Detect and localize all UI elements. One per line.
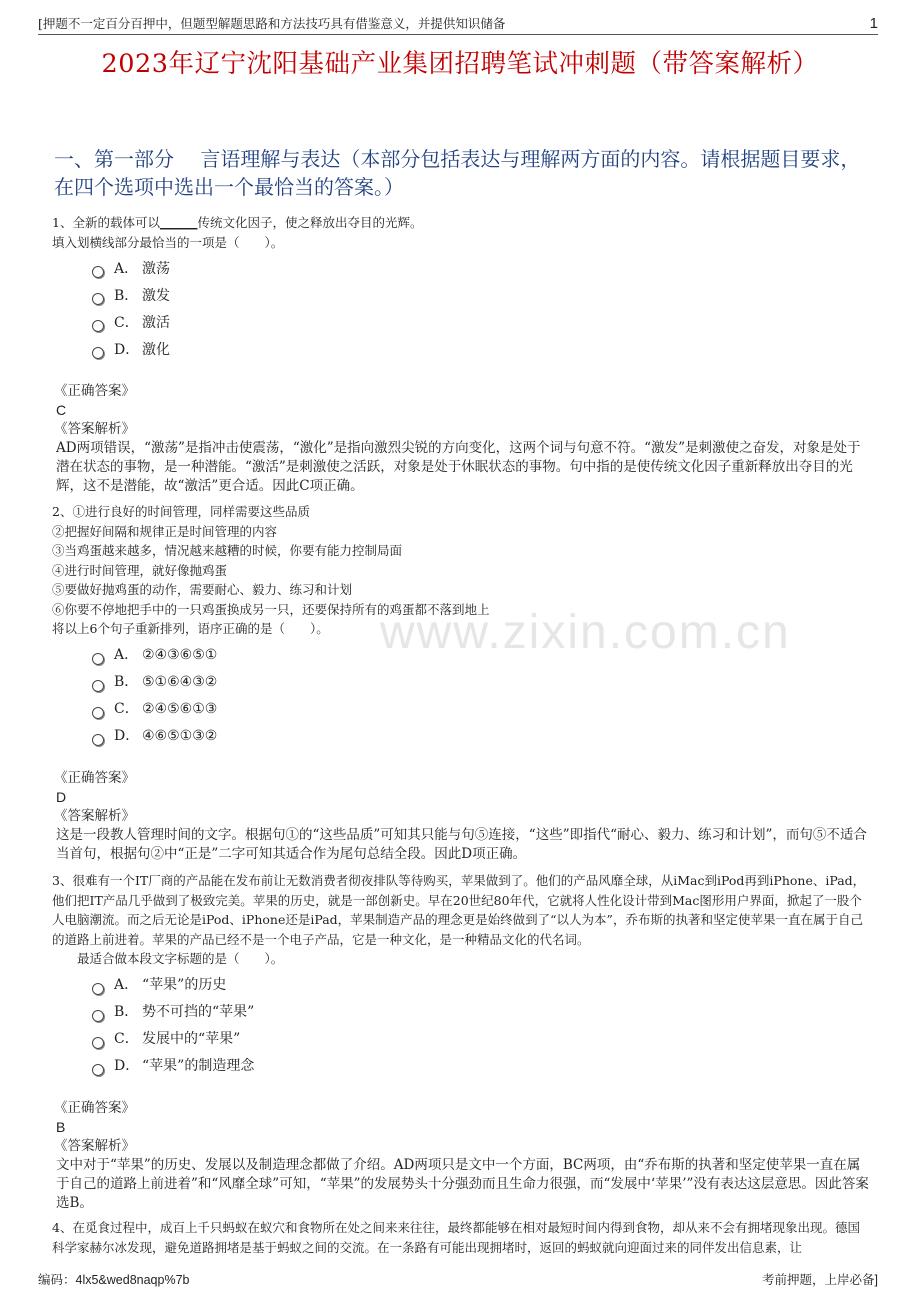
question-1	[52, 213, 872, 496]
question-4	[52, 1218, 872, 1257]
radio-icon[interactable]	[92, 707, 104, 719]
radio-icon[interactable]	[92, 983, 104, 995]
answer-value: C	[56, 402, 67, 418]
analysis-text: 文中对于“苹果”的历史、发展以及制造理念都做了介绍。AD两项只是文中一个方面，BC两项，由“乔布斯的执著和坚定使苹果一直在属于自己的道路上前进着”和“风靡全球”可知，“苹果”的发展势头十分强劲而且生命力很强，而“发展中‘苹果’”没有表达这层意思。因此答案选B。	[56, 1156, 869, 1211]
answer-value: B	[56, 1118, 66, 1135]
option-a[interactable]: A． ②④③⑥⑤①	[92, 643, 872, 670]
page-footer	[38, 1270, 878, 1288]
radio-icon[interactable]	[92, 293, 104, 305]
question-2-line: ⑤要做好抛鸡蛋的动作，需要耐心、毅力、练习和计划	[52, 582, 353, 597]
header-note: [押题不一定百分百押中，但题型解题思路和方法技巧具有借鉴意义，并提供知识储备	[38, 16, 506, 31]
option-a[interactable]: A． “苹果”的历史	[92, 973, 872, 1000]
radio-icon[interactable]	[92, 266, 104, 278]
analysis-text: 这是一段教人管理时间的文字。根据句①的“这些品质”可知其只能与句⑤连接，“这些”即指代“耐心、毅力、练习和计划”，而句⑤不适合当首句，根据句②中“正是”二字可知其适合作为尾句总结全段。因此D项正确。	[56, 826, 867, 862]
page-header	[38, 12, 878, 35]
question-2	[52, 502, 872, 864]
analysis-label: 《答案解析》	[54, 421, 135, 437]
option-c[interactable]: C． 发展中的“苹果”	[92, 1027, 872, 1054]
footer-slogan: 考前押题，上岸必备]	[762, 1273, 878, 1287]
watermark: www.zixin.com.cn	[380, 606, 791, 659]
question-2-line: ⑥你要不停地把手中的一只鸡蛋换成另一只，还要保持所有的鸡蛋都不落到地上	[52, 601, 490, 617]
fill-blank: ______	[159, 215, 198, 230]
question-2-line: 2、①进行良好的时间管理，同样需要这些品质	[52, 504, 310, 519]
option-b[interactable]: B． 激发	[92, 283, 872, 310]
answer-label: 《正确答案》	[54, 383, 135, 399]
radio-icon[interactable]	[92, 1010, 104, 1022]
question-2-line: ③当鸡蛋越来越多，情况越来越糟的时候，你要有能力控制局面	[52, 543, 403, 558]
radio-icon[interactable]	[92, 734, 104, 746]
radio-icon[interactable]	[92, 320, 104, 332]
option-c[interactable]: C． ②④⑤⑥①③	[92, 697, 872, 724]
option-a[interactable]: A． 激荡	[92, 256, 872, 283]
option-d[interactable]: D． 激化	[92, 337, 872, 364]
analysis-label: 《答案解析》	[54, 807, 135, 824]
answer-label: 《正确答案》	[54, 1099, 135, 1116]
answer-label: 《正确答案》	[54, 769, 135, 786]
page-number: 1	[869, 15, 878, 32]
analysis-text: AD两项错误，“激荡”是指冲击使震荡，“激化”是指向激烈尖锐的方向变化，这两个词与句意不符。“激发”是刺激使之奋发，对象是处于潜在状态的事物，是一种潜能。“激活”是刺激使之活跃，对象是处于休眠状态的事物。句中指的是使传统文化因子重新释放出夺目的光辉，这不是潜能，故“激活”更合适。因此C项正确。	[56, 440, 861, 494]
question-3-stem: 3、很难有一个IT厂商的产品能在发布前让无数消费者彻夜排队等待购买，苹果做到了。他们的产品风靡全球，从iMac到iPod再到iPhone、iPad，他们把IT产品几乎做到了极致完美。苹果的历史，就是一部创新史。早在20世纪80年代，它就将人性化设计带到Mac图形用户界面，掀起了一股个人电脑潮流。而之后无论是iPod、iPhone还是iPad，苹果制造产品的理念更是始终做到了“以人为本”，乔布斯的执著和坚定使苹果一直在属于自己的道路上前进着。苹果的产品已经不是一个电子产品，它是一种文化，是一种精品文化的代名词。	[52, 873, 866, 947]
answer-value: D	[56, 788, 67, 805]
section-heading: 一、第一部分 言语理解与表达（本部分包括表达与理解两方面的内容。请根据题目要求，在四个选项中选出一个最恰当的答案。）	[54, 147, 861, 199]
option-c[interactable]: C． 激活	[92, 310, 872, 337]
radio-icon[interactable]	[92, 653, 104, 665]
question-1-stem: 1、全新的载体可以______传统文化因子，使之释放出夺目的光辉。	[52, 215, 423, 230]
question-1-prompt: 填入划横线部分最恰当的一项是（ ）。	[52, 234, 284, 250]
option-d[interactable]: D． ④⑥⑤①③②	[92, 724, 872, 751]
footer-code: 编码：4lx5&wed8naqp%7b	[38, 1273, 190, 1287]
question-2-prompt: 将以上6个句子重新排列，语序正确的是（ ）。	[52, 621, 329, 636]
option-b[interactable]: B． ⑤①⑥④③②	[92, 670, 872, 697]
radio-icon[interactable]	[92, 347, 104, 359]
question-3-prompt: 最适合做本段文字标题的是（ ）。	[77, 951, 284, 966]
question-2-line: ④进行时间管理，就好像抛鸡蛋	[52, 562, 228, 578]
question-2-line: ②把握好间隔和规律正是时间管理的内容	[52, 523, 278, 539]
question-3	[52, 871, 872, 1213]
option-b[interactable]: B． 势不可挡的“苹果”	[92, 1000, 872, 1027]
analysis-label: 《答案解析》	[54, 1137, 135, 1154]
question-4-stem: 4、在觅食过程中，成百上千只蚂蚁在蚁穴和食物所在处之间来来往往，最终都能够在相对最短时间内得到食物，却从来不会有拥堵现象出现。德国科学家赫尔冰发现，避免道路拥堵是基于蚂蚁之间的交流。在一条路有可能出现拥堵时，返回的蚂蚁就向迎面过来的同伴发出信息素，让	[52, 1220, 860, 1255]
radio-icon[interactable]	[92, 1064, 104, 1076]
radio-icon[interactable]	[92, 1037, 104, 1049]
radio-icon[interactable]	[92, 680, 104, 692]
option-d[interactable]: D． “苹果”的制造理念	[92, 1054, 872, 1081]
document-title: 2023年辽宁沈阳基础产业集团招聘笔试冲刺题（带答案解析）	[101, 49, 819, 79]
